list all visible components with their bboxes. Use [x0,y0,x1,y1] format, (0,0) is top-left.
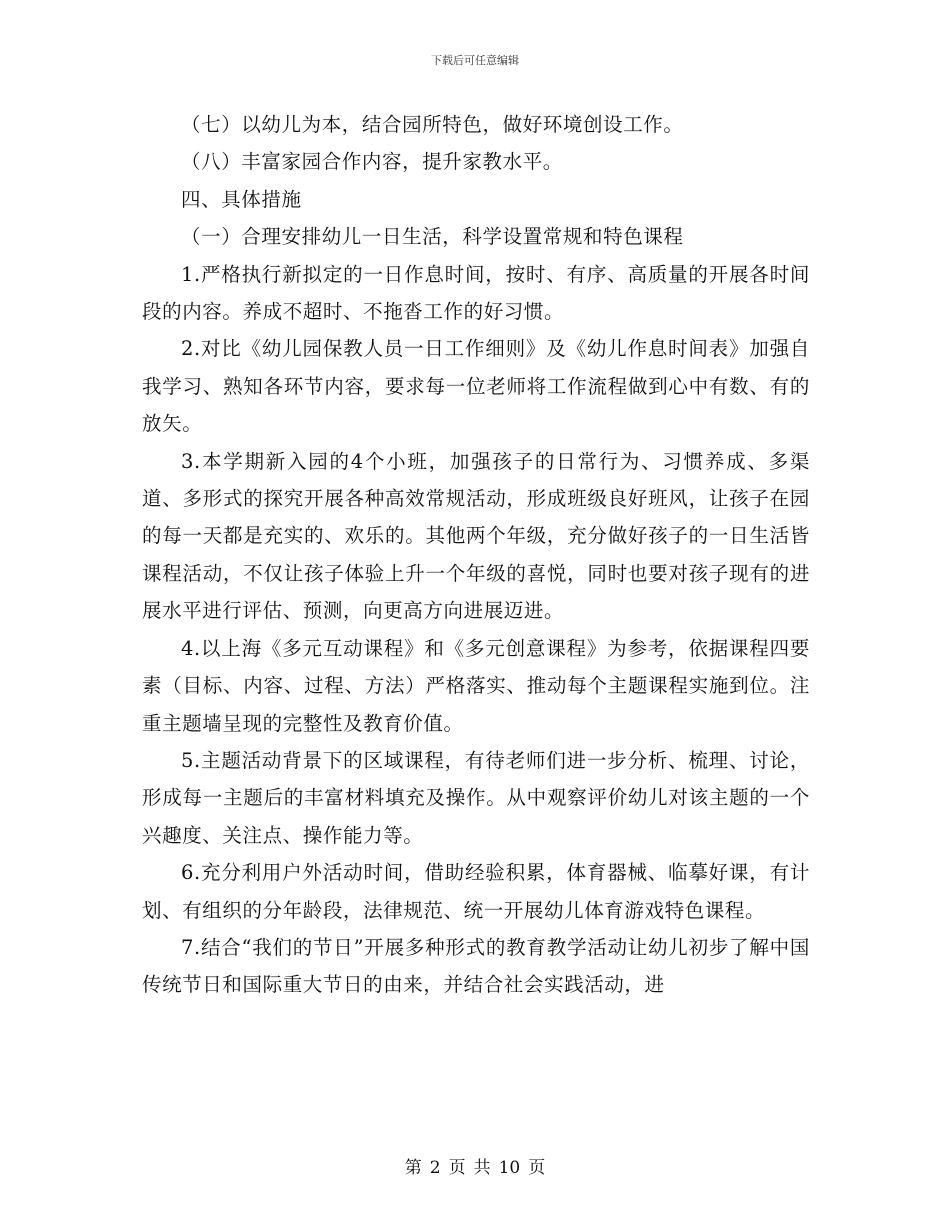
page-footer [0,1153,950,1178]
page-label: 第 [404,1158,422,1178]
heading-measures: 四、具体措施 [181,187,302,211]
total-label: 共 [473,1158,491,1178]
page-unit: 页 [448,1158,466,1178]
paragraph-item-3: 3.本学期新入园的4个小班，加强孩子的日常行为、习惯养成、多渠道、多形式的探究开展各种高效常规活动，形成班级良好班风，让孩子在园的每一天都是充实的、欢乐的。其他两个年级，充分做好孩子的一日生活皆课程活动，不仅让孩子体验上升一个年级的喜悦，同时也要对孩子现有的进展水平进行评估、预测，向更高方向进展迈进。 [142,449,810,623]
paragraph-item-7: 7.结合“我们的节日”开展多种形式的教育教学活动让幼儿初步了解中国传统节日和国际重大节日的由来，并结合社会实践活动，进 [142,935,810,997]
paragraph-section-7: （七）以幼儿为本，结合园所特色，做好环境创设工作。 [181,113,684,136]
paragraph-item-4: 4.以上海《多元互动课程》和《多元创意课程》为参考，依据课程四要素（目标、内容、过程、方法）严格落实、推动每个主题课程实施到位。注重主题墙呈现的完整性及教育价值。 [142,636,810,735]
page-header: 下载后可任意编辑 [431,54,519,67]
paragraph-item-6: 6.充分利用户外活动时间，借助经验积累，体育器械、临摹好课，有计划、有组织的分年龄段，法律规范、统一开展幼儿体育游戏特色课程。 [142,861,810,922]
subheading-daily-life: （一）合理安排幼儿一日生活，科学设置常规和特色课程 [181,225,684,249]
total-unit: 页 [528,1158,546,1178]
paragraph-section-8: （八）丰富家园合作内容，提升家教水平。 [181,150,563,174]
paragraph-item-2: 2.对比《幼儿园保教人员一日工作细则》及《幼儿作息时间表》加强自我学习、熟知各环节内容，要求每一位老师将工作流程做到心中有数、有的放矢。 [142,337,810,436]
current-page-number: 2 [429,1158,441,1178]
paragraph-item-1: 1.严格执行新拟定的一日作息时间，按时、有序、高质量的开展各时间段的内容。养成不超时、不拖沓工作的好习惯。 [142,262,810,324]
paragraph-item-5: 5.主题活动背景下的区域课程，有待老师们进一步分析、梳理、讨论，形成每一主题后的丰富材料填充及操作。从中观察评价幼儿对该主题的一个兴趣度、关注点、操作能力等。 [142,748,810,847]
document-body [142,106,810,1004]
total-pages-number: 10 [498,1158,521,1178]
